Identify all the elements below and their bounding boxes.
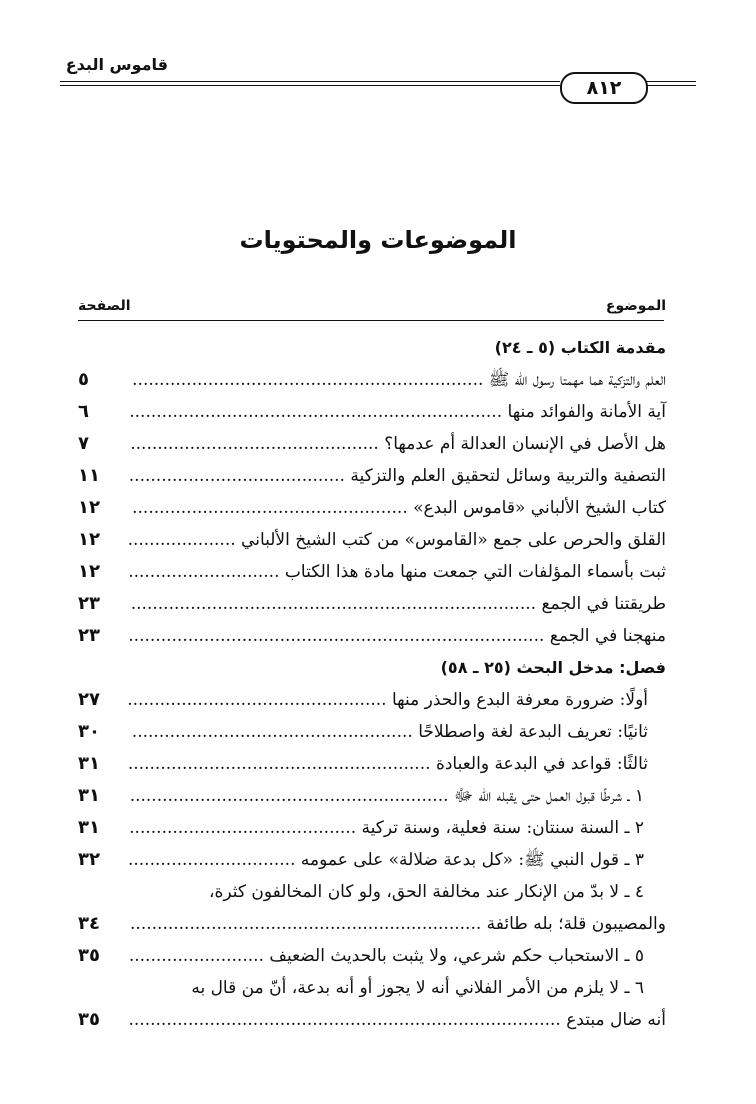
- toc-entry-line: [209, 876, 644, 908]
- toc-entry-title: أولًا: ضرورة معرفة البدع والحذر منها: [391, 690, 648, 710]
- toc-leader-dots: .........................: [128, 946, 264, 966]
- toc-entry: [78, 748, 666, 780]
- toc-entry-line: [128, 556, 666, 588]
- toc-page-number: ٣٤: [78, 913, 100, 934]
- toc-page-number: ٦: [78, 401, 89, 422]
- toc-entry: [78, 972, 666, 1004]
- toc-entry-line: [128, 844, 644, 876]
- toc-entry: [78, 780, 666, 812]
- header-rule-left: [60, 81, 560, 82]
- toc-entry-title: التصفية والتربية وسائل لتحقيق العلم والتزكية: [350, 466, 666, 486]
- toc-entry: [78, 876, 666, 908]
- toc-entry-title: ١ ـ شرطًا قبول العمل حتى يقبله الله ﷻ: [453, 786, 644, 806]
- toc-page-number: ٥: [78, 369, 89, 390]
- toc-entry: [78, 428, 666, 460]
- toc-page-number: ٢٧: [78, 689, 100, 710]
- toc-entry-title: منهجنا في الجمع: [549, 626, 666, 646]
- header-rule-right-2: [644, 85, 696, 86]
- toc-entry: [78, 460, 666, 492]
- toc-entry-line: [495, 332, 666, 364]
- toc-entry-line: [191, 972, 644, 1004]
- toc-entry-title: مقدمة الكتاب (٥ ـ ٢٤): [494, 338, 666, 357]
- toc-leader-dots: ........................................................: [127, 754, 431, 774]
- toc-entry-line: [132, 364, 666, 396]
- toc-entry-title: ثالثًا: قواعد في البدعة والعبادة: [435, 754, 648, 774]
- page-title: الموضوعات والمحتويات: [239, 226, 517, 254]
- toc-entry-title: العلم والتزكية هما مهمتا رسول الله ﷺ: [488, 370, 666, 390]
- toc-entry-line: [131, 588, 666, 620]
- page-number: ٨١٢: [560, 72, 648, 104]
- toc-entry: [78, 588, 666, 620]
- toc-leader-dots: ................................................: [127, 690, 387, 710]
- toc-page-number: ٣٥: [78, 1009, 100, 1030]
- toc-page-number: ٧: [78, 433, 89, 454]
- toc-entry: [78, 1004, 666, 1036]
- running-title: قاموس البدع: [65, 55, 168, 74]
- toc-entry: [78, 524, 666, 556]
- toc-entry: [78, 844, 666, 876]
- toc-entry: [78, 908, 666, 940]
- toc-entry: [78, 812, 666, 844]
- toc-section-heading: [78, 652, 666, 684]
- toc-page-number: ٣٠: [78, 721, 100, 742]
- toc-entry: [78, 620, 666, 652]
- toc-entry-title: ٤ ـ لا بدّ من الإنكار عند مخالفة الحق، ولو كان المخالفون كثرة،: [208, 882, 644, 902]
- toc-leader-dots: ...........................................................................: [130, 594, 537, 614]
- toc-entry: [78, 396, 666, 428]
- toc-entry: [78, 364, 666, 396]
- toc-leader-dots: ....................: [127, 530, 236, 550]
- toc-entry: [78, 940, 666, 972]
- toc-entry-title: ثانيًا: تعريف البدعة لغة واصطلاحًا: [418, 722, 648, 742]
- toc-leader-dots: ....................................................: [131, 722, 413, 742]
- toc-leader-dots: ..............................................: [130, 434, 379, 454]
- toc-leader-dots: .................................................................: [130, 914, 482, 934]
- toc-leader-dots: ...........................................................: [129, 786, 449, 806]
- toc-leader-dots: ...............................: [127, 850, 296, 870]
- toc-entry-title: طريقتنا في الجمع: [541, 594, 666, 614]
- toc-entry-line: [128, 524, 666, 556]
- toc-page-number: ١٢: [78, 497, 100, 518]
- toc-leader-dots: ................................................................................: [128, 1010, 561, 1030]
- toc-page-number: ٣٥: [78, 945, 100, 966]
- toc-entry-line: [130, 428, 666, 460]
- toc-entry-title: ٢ ـ السنة سنتان: سنة فعلية، وسنة تركية: [361, 818, 644, 838]
- toc-entry-title: كتاب الشيخ الألباني «قاموس البدع»: [413, 498, 666, 518]
- toc-page-number: ٣١: [78, 753, 100, 774]
- toc-leader-dots: .................................................................: [132, 370, 484, 390]
- header-rule-right: [644, 81, 696, 82]
- toc-section-heading: [78, 332, 666, 364]
- column-header-page: الصفحة: [78, 298, 131, 314]
- column-header-topic: الموضوع: [605, 298, 666, 314]
- toc-entry-line: [132, 492, 666, 524]
- toc-entry: [78, 716, 666, 748]
- toc-leader-dots: ..........................................: [129, 818, 357, 838]
- toc-page-number: ١٢: [78, 529, 100, 550]
- toc-entry-line: [128, 620, 666, 652]
- toc-entry-line: [130, 908, 666, 940]
- toc-leader-dots: ...................................................: [132, 498, 408, 518]
- toc-entry-title: هل الأصل في الإنسان العدالة أم عدمها؟: [384, 434, 666, 454]
- toc-entry: [78, 492, 666, 524]
- toc-entry-line: [130, 780, 644, 812]
- toc-entry-line: [132, 716, 648, 748]
- toc-entry: [78, 684, 666, 716]
- toc-page-number: ٣٢: [78, 849, 100, 870]
- toc-leader-dots: ........................................: [128, 466, 345, 486]
- toc-page-number: ٣١: [78, 817, 100, 838]
- toc-entry-title: والمصيبون قلة؛ بله طائفة: [486, 914, 666, 934]
- toc-entry-line: [129, 812, 644, 844]
- toc-leader-dots: .............................................................................: [128, 626, 545, 646]
- toc-entry-title: أنه ضال مبتدع: [566, 1010, 666, 1030]
- toc-entry-title: ثبت بأسماء المؤلفات التي جمعت منها مادة هذا الكتاب: [284, 562, 666, 582]
- header-rule-left-2: [60, 85, 560, 86]
- toc-entry-line: [127, 684, 648, 716]
- toc-entry: [78, 556, 666, 588]
- toc-entry-line: [129, 1004, 667, 1036]
- toc-entry-title: فصل: مدخل البحث (٢٥ ـ ٥٨): [440, 658, 666, 677]
- toc-entry-title: ٦ ـ لا يلزم من الأمر الفلاني أنه لا يجوز أو أنه بدعة، أنّ من قال به: [191, 978, 644, 998]
- toc-entry-title: ٥ ـ الاستحباب حكم شرعي، ولا يثبت بالحديث الضعيف: [269, 946, 644, 966]
- toc-entry-line: [129, 460, 666, 492]
- toc-entry-line: [128, 748, 648, 780]
- toc-entry-title: القلق والحرص على جمع «القاموس» من كتب الشيخ الألباني: [241, 530, 666, 550]
- toc-entry-title: آية الأمانة والفوائد منها: [507, 402, 666, 422]
- toc-leader-dots: .....................................................................: [129, 402, 503, 422]
- toc-page-number: ١١: [78, 465, 100, 486]
- toc-entry-line: [129, 396, 666, 428]
- toc-entry-line: [441, 652, 666, 684]
- header-divider: [78, 320, 664, 321]
- toc-page-number: ٢٣: [78, 625, 100, 646]
- toc-page-number: ٢٣: [78, 593, 100, 614]
- toc-page-number: ١٢: [78, 561, 100, 582]
- toc-entry-line: [129, 940, 644, 972]
- toc-page-number: ٣١: [78, 785, 100, 806]
- toc-entry-title: ٣ ـ قول النبي ﷺ: «كل بدعة ضلالة» على عمومه: [300, 850, 644, 870]
- toc-leader-dots: ............................: [128, 562, 280, 582]
